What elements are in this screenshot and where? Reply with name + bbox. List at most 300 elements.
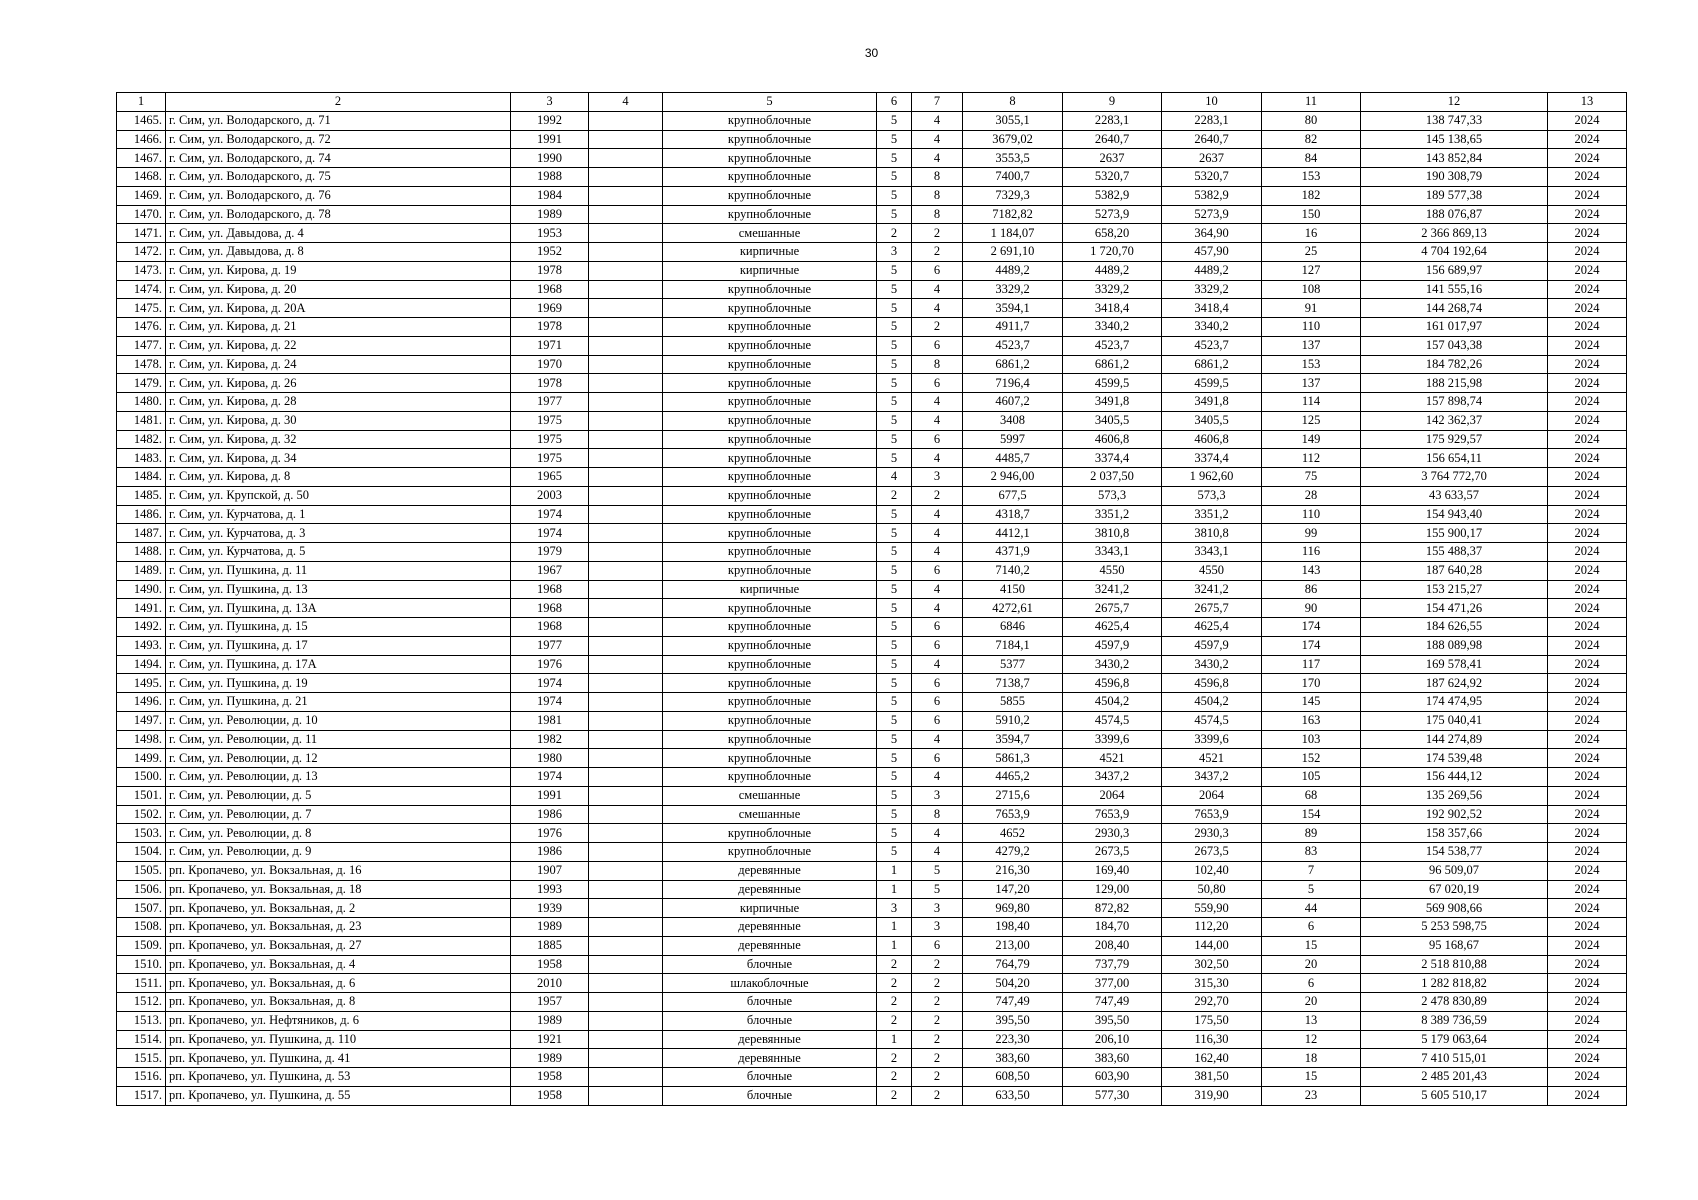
cell-address: г. Сим, ул. Кирова, д. 21: [166, 318, 511, 337]
cell-total-area: 2 691,10: [963, 243, 1063, 262]
cell-residential-area: 4596,8: [1162, 674, 1262, 693]
cell-row-number: 1482.: [117, 430, 166, 449]
cell-living-area: 7653,9: [1063, 805, 1162, 824]
cell-total-area: 4412,1: [963, 524, 1063, 543]
table-row: [117, 411, 1627, 430]
cell-residents: 137: [1262, 336, 1361, 355]
cell-year-planned: 2024: [1548, 299, 1627, 318]
cell-total-area: 4318,7: [963, 505, 1063, 524]
cell-cost: 187 624,92: [1361, 674, 1548, 693]
cell-year-planned: 2024: [1548, 261, 1627, 280]
cell-entrances: 4: [912, 824, 963, 843]
table-row: [117, 843, 1627, 862]
cell-row-number: 1485.: [117, 486, 166, 505]
table-row: [117, 543, 1627, 562]
cell-floors: 5: [877, 730, 912, 749]
cell-living-area: 2 037,50: [1063, 468, 1162, 487]
cell-year-built: 1991: [511, 786, 589, 805]
cell-floors: 5: [877, 580, 912, 599]
cell-year-planned: 2024: [1548, 393, 1627, 412]
cell-row-number: 1487.: [117, 524, 166, 543]
cell-col-4: [589, 880, 663, 899]
cell-residential-area: 4521: [1162, 749, 1262, 768]
cell-total-area: 7653,9: [963, 805, 1063, 824]
cell-address: г. Сим, ул. Революции, д. 12: [166, 749, 511, 768]
cell-total-area: 3055,1: [963, 111, 1063, 130]
cell-entrances: 2: [912, 224, 963, 243]
cell-wall-material: крупноблочные: [663, 299, 877, 318]
cell-living-area: 383,60: [1063, 1049, 1162, 1068]
cell-col-4: [589, 899, 663, 918]
cell-row-number: 1480.: [117, 393, 166, 412]
cell-total-area: 147,20: [963, 880, 1063, 899]
cell-address: г. Сим, ул. Курчатова, д. 5: [166, 543, 511, 562]
cell-residents: 174: [1262, 618, 1361, 637]
cell-row-number: 1493.: [117, 636, 166, 655]
cell-col-4: [589, 468, 663, 487]
cell-year-built: 1970: [511, 355, 589, 374]
cell-living-area: 577,30: [1063, 1086, 1162, 1105]
cell-residential-area: 7653,9: [1162, 805, 1262, 824]
cell-total-area: 4272,61: [963, 599, 1063, 618]
cell-wall-material: кирпичные: [663, 580, 877, 599]
column-header-10: 10: [1162, 93, 1262, 112]
cell-year-built: 1939: [511, 899, 589, 918]
column-header-5: 5: [663, 93, 877, 112]
cell-col-4: [589, 130, 663, 149]
cell-entrances: 2: [912, 1049, 963, 1068]
cell-wall-material: крупноблочные: [663, 824, 877, 843]
cell-year-built: 1974: [511, 505, 589, 524]
table-row: [117, 186, 1627, 205]
table-row: [117, 655, 1627, 674]
cell-entrances: 4: [912, 543, 963, 562]
cell-year-planned: 2024: [1548, 149, 1627, 168]
cell-living-area: 4574,5: [1063, 711, 1162, 730]
cell-col-4: [589, 299, 663, 318]
cell-address: г. Сим, ул. Курчатова, д. 1: [166, 505, 511, 524]
cell-cost: 158 357,66: [1361, 824, 1548, 843]
cell-col-4: [589, 955, 663, 974]
cell-wall-material: крупноблочные: [663, 449, 877, 468]
column-header-4: 4: [589, 93, 663, 112]
cell-year-planned: 2024: [1548, 318, 1627, 337]
cell-total-area: 504,20: [963, 974, 1063, 993]
cell-year-built: 1974: [511, 693, 589, 712]
cell-living-area: 3329,2: [1063, 280, 1162, 299]
cell-residential-area: 3437,2: [1162, 768, 1262, 787]
cell-residents: 86: [1262, 580, 1361, 599]
cell-year-built: 1989: [511, 1049, 589, 1068]
cell-floors: 5: [877, 449, 912, 468]
cell-address: г. Сим, ул. Володарского, д. 74: [166, 149, 511, 168]
cell-year-planned: 2024: [1548, 468, 1627, 487]
table-row: [117, 393, 1627, 412]
cell-wall-material: крупноблочные: [663, 468, 877, 487]
cell-residential-area: 4625,4: [1162, 618, 1262, 637]
cell-total-area: 7329,3: [963, 186, 1063, 205]
cell-living-area: 4606,8: [1063, 430, 1162, 449]
cell-floors: 5: [877, 749, 912, 768]
cell-residential-area: 3491,8: [1162, 393, 1262, 412]
cell-total-area: 5997: [963, 430, 1063, 449]
cell-row-number: 1513.: [117, 1011, 166, 1030]
cell-floors: 5: [877, 280, 912, 299]
cell-residential-area: 6861,2: [1162, 355, 1262, 374]
table-row: [117, 355, 1627, 374]
cell-floors: 1: [877, 936, 912, 955]
cell-wall-material: крупноблочные: [663, 524, 877, 543]
cell-residential-area: 1 962,60: [1162, 468, 1262, 487]
table-row: [117, 786, 1627, 805]
cell-row-number: 1478.: [117, 355, 166, 374]
cell-entrances: 6: [912, 261, 963, 280]
cell-living-area: 573,3: [1063, 486, 1162, 505]
cell-cost: 174 539,48: [1361, 749, 1548, 768]
cell-year-planned: 2024: [1548, 205, 1627, 224]
cell-total-area: 4523,7: [963, 336, 1063, 355]
cell-col-4: [589, 561, 663, 580]
cell-floors: 1: [877, 880, 912, 899]
cell-residents: 153: [1262, 168, 1361, 187]
cell-address: рп. Кропачево, ул. Вокзальная, д. 23: [166, 918, 511, 937]
cell-col-4: [589, 824, 663, 843]
cell-total-area: 5910,2: [963, 711, 1063, 730]
cell-total-area: 7140,2: [963, 561, 1063, 580]
cell-year-built: 1986: [511, 805, 589, 824]
table-row: [117, 974, 1627, 993]
cell-year-planned: 2024: [1548, 618, 1627, 637]
cell-address: г. Сим, ул. Революции, д. 7: [166, 805, 511, 824]
cell-residential-area: 2673,5: [1162, 843, 1262, 862]
table-row: [117, 899, 1627, 918]
cell-entrances: 4: [912, 130, 963, 149]
cell-residential-area: 302,50: [1162, 955, 1262, 974]
cell-entrances: 4: [912, 730, 963, 749]
cell-living-area: 2640,7: [1063, 130, 1162, 149]
cell-residential-area: 2640,7: [1162, 130, 1262, 149]
cell-entrances: 4: [912, 411, 963, 430]
cell-floors: 5: [877, 824, 912, 843]
cell-col-4: [589, 1049, 663, 1068]
cell-total-area: 7196,4: [963, 374, 1063, 393]
cell-floors: 5: [877, 805, 912, 824]
table-row: [117, 955, 1627, 974]
cell-total-area: 4279,2: [963, 843, 1063, 862]
cell-year-built: 1907: [511, 861, 589, 880]
cell-total-area: 2715,6: [963, 786, 1063, 805]
cell-year-built: 1989: [511, 918, 589, 937]
cell-address: рп. Кропачево, ул. Вокзальная, д. 2: [166, 899, 511, 918]
cell-cost: 5 179 063,64: [1361, 1030, 1548, 1049]
cell-wall-material: крупноблочные: [663, 768, 877, 787]
cell-cost: 169 578,41: [1361, 655, 1548, 674]
cell-residential-area: 381,50: [1162, 1068, 1262, 1087]
cell-address: г. Сим, ул. Революции, д. 13: [166, 768, 511, 787]
cell-residents: 125: [1262, 411, 1361, 430]
cell-residents: 28: [1262, 486, 1361, 505]
cell-entrances: 6: [912, 693, 963, 712]
cell-entrances: 4: [912, 843, 963, 862]
cell-cost: 2 485 201,43: [1361, 1068, 1548, 1087]
cell-row-number: 1510.: [117, 955, 166, 974]
cell-address: рп. Кропачево, ул. Вокзальная, д. 16: [166, 861, 511, 880]
cell-year-planned: 2024: [1548, 993, 1627, 1012]
cell-residential-area: 3343,1: [1162, 543, 1262, 562]
table-row: [117, 261, 1627, 280]
cell-address: г. Сим, ул. Пушкина, д. 13А: [166, 599, 511, 618]
cell-row-number: 1476.: [117, 318, 166, 337]
cell-wall-material: блочные: [663, 1011, 877, 1030]
cell-address: г. Сим, ул. Кирова, д. 8: [166, 468, 511, 487]
cell-residents: 154: [1262, 805, 1361, 824]
cell-col-4: [589, 1030, 663, 1049]
cell-year-built: 1967: [511, 561, 589, 580]
cell-floors: 5: [877, 430, 912, 449]
cell-col-4: [589, 918, 663, 937]
table-row: [117, 599, 1627, 618]
cell-year-built: 2003: [511, 486, 589, 505]
cell-cost: 5 253 598,75: [1361, 918, 1548, 937]
cell-row-number: 1494.: [117, 655, 166, 674]
cell-year-built: 1978: [511, 318, 589, 337]
cell-wall-material: деревянные: [663, 936, 877, 955]
cell-entrances: 8: [912, 186, 963, 205]
cell-year-planned: 2024: [1548, 636, 1627, 655]
cell-living-area: 5382,9: [1063, 186, 1162, 205]
cell-entrances: 2: [912, 993, 963, 1012]
cell-col-4: [589, 261, 663, 280]
cell-floors: 5: [877, 299, 912, 318]
cell-year-planned: 2024: [1548, 1049, 1627, 1068]
cell-address: г. Сим, ул. Революции, д. 8: [166, 824, 511, 843]
cell-row-number: 1491.: [117, 599, 166, 618]
cell-residents: 110: [1262, 505, 1361, 524]
cell-floors: 5: [877, 355, 912, 374]
cell-cost: 157 898,74: [1361, 393, 1548, 412]
cell-residents: 16: [1262, 224, 1361, 243]
cell-col-4: [589, 224, 663, 243]
cell-year-planned: 2024: [1548, 599, 1627, 618]
cell-floors: 5: [877, 130, 912, 149]
cell-year-built: 1921: [511, 1030, 589, 1049]
cell-cost: 141 555,16: [1361, 280, 1548, 299]
cell-floors: 5: [877, 261, 912, 280]
cell-living-area: 4596,8: [1063, 674, 1162, 693]
table-row: [117, 1049, 1627, 1068]
cell-residents: 68: [1262, 786, 1361, 805]
cell-residential-area: 2637: [1162, 149, 1262, 168]
cell-address: г. Сим, ул. Володарского, д. 72: [166, 130, 511, 149]
cell-year-built: 1975: [511, 411, 589, 430]
cell-residents: 83: [1262, 843, 1361, 862]
cell-entrances: 2: [912, 318, 963, 337]
cell-col-4: [589, 1086, 663, 1105]
cell-year-built: 1952: [511, 243, 589, 262]
cell-year-built: 1980: [511, 749, 589, 768]
cell-floors: 4: [877, 468, 912, 487]
cell-floors: 5: [877, 618, 912, 637]
cell-entrances: 2: [912, 1086, 963, 1105]
cell-residential-area: 4597,9: [1162, 636, 1262, 655]
cell-floors: 5: [877, 505, 912, 524]
cell-residents: 163: [1262, 711, 1361, 730]
cell-wall-material: крупноблочные: [663, 655, 877, 674]
cell-col-4: [589, 168, 663, 187]
cell-year-planned: 2024: [1548, 655, 1627, 674]
cell-total-area: 7184,1: [963, 636, 1063, 655]
cell-total-area: 7182,82: [963, 205, 1063, 224]
cell-cost: 189 577,38: [1361, 186, 1548, 205]
cell-residential-area: 3430,2: [1162, 655, 1262, 674]
cell-row-number: 1483.: [117, 449, 166, 468]
cell-total-area: 4607,2: [963, 393, 1063, 412]
cell-wall-material: крупноблочные: [663, 693, 877, 712]
cell-living-area: 208,40: [1063, 936, 1162, 955]
cell-residential-area: 162,40: [1162, 1049, 1262, 1068]
table-row: [117, 243, 1627, 262]
cell-year-planned: 2024: [1548, 186, 1627, 205]
cell-address: г. Сим, ул. Пушкина, д. 17А: [166, 655, 511, 674]
cell-cost: 2 366 869,13: [1361, 224, 1548, 243]
cell-residents: 75: [1262, 468, 1361, 487]
cell-living-area: 3405,5: [1063, 411, 1162, 430]
cell-floors: 2: [877, 1049, 912, 1068]
cell-row-number: 1507.: [117, 899, 166, 918]
cell-floors: 2: [877, 1011, 912, 1030]
cell-entrances: 4: [912, 580, 963, 599]
cell-living-area: 2675,7: [1063, 599, 1162, 618]
cell-col-4: [589, 355, 663, 374]
cell-year-planned: 2024: [1548, 955, 1627, 974]
cell-wall-material: крупноблочные: [663, 486, 877, 505]
cell-total-area: 3594,7: [963, 730, 1063, 749]
cell-col-4: [589, 149, 663, 168]
cell-row-number: 1504.: [117, 843, 166, 862]
cell-year-built: 1969: [511, 299, 589, 318]
cell-address: г. Сим, ул. Революции, д. 11: [166, 730, 511, 749]
cell-cost: 155 900,17: [1361, 524, 1548, 543]
cell-entrances: 6: [912, 674, 963, 693]
cell-cost: 2 518 810,88: [1361, 955, 1548, 974]
cell-year-built: 1975: [511, 430, 589, 449]
cell-floors: 2: [877, 1068, 912, 1087]
cell-year-planned: 2024: [1548, 1030, 1627, 1049]
cell-year-planned: 2024: [1548, 430, 1627, 449]
cell-address: рп. Кропачево, ул. Вокзальная, д. 8: [166, 993, 511, 1012]
cell-residents: 25: [1262, 243, 1361, 262]
cell-living-area: 2930,3: [1063, 824, 1162, 843]
cell-row-number: 1472.: [117, 243, 166, 262]
cell-wall-material: крупноблочные: [663, 505, 877, 524]
cell-residents: 110: [1262, 318, 1361, 337]
cell-entrances: 6: [912, 936, 963, 955]
cell-cost: 2 478 830,89: [1361, 993, 1548, 1012]
cell-row-number: 1475.: [117, 299, 166, 318]
cell-year-planned: 2024: [1548, 111, 1627, 130]
cell-address: г. Сим, ул. Кирова, д. 20: [166, 280, 511, 299]
cell-col-4: [589, 524, 663, 543]
cell-year-built: 1958: [511, 955, 589, 974]
cell-row-number: 1496.: [117, 693, 166, 712]
cell-year-planned: 2024: [1548, 243, 1627, 262]
cell-row-number: 1486.: [117, 505, 166, 524]
cell-total-area: 6861,2: [963, 355, 1063, 374]
cell-year-planned: 2024: [1548, 280, 1627, 299]
cell-entrances: 6: [912, 336, 963, 355]
cell-year-built: 1981: [511, 711, 589, 730]
cell-floors: 5: [877, 205, 912, 224]
cell-floors: 2: [877, 993, 912, 1012]
cell-row-number: 1481.: [117, 411, 166, 430]
cell-entrances: 2: [912, 1011, 963, 1030]
cell-residents: 105: [1262, 768, 1361, 787]
cell-residential-area: 4523,7: [1162, 336, 1262, 355]
cell-floors: 5: [877, 786, 912, 805]
cell-year-built: 1968: [511, 580, 589, 599]
cell-floors: 2: [877, 955, 912, 974]
cell-residents: 20: [1262, 993, 1361, 1012]
cell-entrances: 2: [912, 974, 963, 993]
cell-total-area: 5861,3: [963, 749, 1063, 768]
cell-address: г. Сим, ул. Кирова, д. 26: [166, 374, 511, 393]
cell-living-area: 4597,9: [1063, 636, 1162, 655]
cell-wall-material: крупноблочные: [663, 149, 877, 168]
cell-cost: 184 626,55: [1361, 618, 1548, 637]
cell-wall-material: блочные: [663, 955, 877, 974]
cell-living-area: 3437,2: [1063, 768, 1162, 787]
cell-residents: 84: [1262, 149, 1361, 168]
cell-address: г. Сим, ул. Пушкина, д. 15: [166, 618, 511, 637]
column-header-11: 11: [1262, 93, 1361, 112]
cell-wall-material: смешанные: [663, 224, 877, 243]
cell-residential-area: 4489,2: [1162, 261, 1262, 280]
cell-residents: 18: [1262, 1049, 1361, 1068]
cell-residential-area: 4574,5: [1162, 711, 1262, 730]
table-row: [117, 374, 1627, 393]
cell-col-4: [589, 730, 663, 749]
cell-row-number: 1503.: [117, 824, 166, 843]
cell-wall-material: крупноблочные: [663, 168, 877, 187]
cell-address: г. Сим, ул. Пушкина, д. 13: [166, 580, 511, 599]
cell-residential-area: 2283,1: [1162, 111, 1262, 130]
cell-row-number: 1468.: [117, 168, 166, 187]
cell-residents: 7: [1262, 861, 1361, 880]
cell-entrances: 4: [912, 280, 963, 299]
cell-address: г. Сим, ул. Курчатова, д. 3: [166, 524, 511, 543]
cell-year-planned: 2024: [1548, 505, 1627, 524]
cell-total-area: 4911,7: [963, 318, 1063, 337]
cell-year-planned: 2024: [1548, 749, 1627, 768]
cell-year-built: 1982: [511, 730, 589, 749]
cell-year-planned: 2024: [1548, 880, 1627, 899]
cell-living-area: 3340,2: [1063, 318, 1162, 337]
cell-living-area: 737,79: [1063, 955, 1162, 974]
cell-year-planned: 2024: [1548, 355, 1627, 374]
cell-cost: 187 640,28: [1361, 561, 1548, 580]
cell-year-planned: 2024: [1548, 168, 1627, 187]
cell-col-4: [589, 186, 663, 205]
cell-wall-material: крупноблочные: [663, 186, 877, 205]
cell-col-4: [589, 411, 663, 430]
cell-year-built: 1965: [511, 468, 589, 487]
cell-year-planned: 2024: [1548, 730, 1627, 749]
cell-living-area: 129,00: [1063, 880, 1162, 899]
cell-entrances: 5: [912, 861, 963, 880]
cell-year-built: 1977: [511, 393, 589, 412]
cell-row-number: 1511.: [117, 974, 166, 993]
cell-col-4: [589, 111, 663, 130]
